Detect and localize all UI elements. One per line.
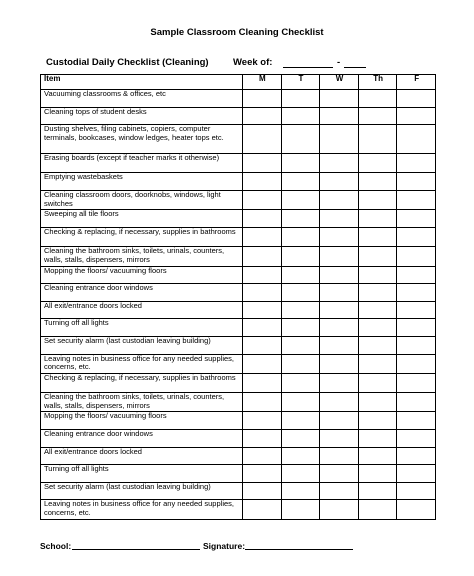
day-check-cell[interactable] — [358, 336, 397, 354]
item-cell: Erasing boards (except if teacher marks it otherwise) — [41, 154, 243, 173]
day-check-cell[interactable] — [281, 354, 320, 373]
day-check-cell[interactable] — [281, 500, 320, 519]
day-check-cell[interactable] — [243, 500, 282, 519]
day-check-cell[interactable] — [358, 191, 397, 210]
day-check-cell[interactable] — [281, 482, 320, 500]
day-check-cell[interactable] — [243, 301, 282, 319]
week-start-field[interactable] — [283, 67, 333, 68]
day-check-cell[interactable] — [320, 227, 359, 246]
day-check-cell[interactable] — [397, 500, 436, 519]
item-cell: Cleaning the bathroom sinks, toilets, urinals, counters, walls, stalls, dispensers, mirrors — [41, 247, 243, 266]
day-check-cell[interactable] — [397, 154, 436, 173]
table-header-row — [41, 75, 436, 90]
day-check-cell[interactable] — [320, 430, 359, 448]
day-check-cell[interactable] — [281, 266, 320, 284]
day-check-cell[interactable] — [243, 227, 282, 246]
table-row — [41, 191, 436, 210]
day-check-cell[interactable] — [397, 393, 436, 412]
table-row — [41, 336, 436, 354]
day-check-cell[interactable] — [320, 210, 359, 228]
day-check-cell[interactable] — [358, 90, 397, 108]
day-check-cell[interactable] — [243, 191, 282, 210]
table-row — [41, 210, 436, 228]
table-row — [41, 247, 436, 266]
day-check-cell[interactable] — [320, 393, 359, 412]
day-check-cell[interactable] — [320, 319, 359, 337]
day-check-cell[interactable] — [320, 191, 359, 210]
day-check-cell[interactable] — [243, 336, 282, 354]
day-check-cell[interactable] — [243, 393, 282, 412]
item-cell: Turning off all lights — [41, 465, 243, 483]
day-check-cell[interactable] — [281, 173, 320, 191]
item-cell: Vacuuming classrooms & offices, etc — [41, 90, 243, 108]
table-row — [41, 354, 436, 373]
day-check-cell[interactable] — [320, 247, 359, 266]
day-check-cell[interactable] — [243, 447, 282, 465]
day-check-cell[interactable] — [320, 173, 359, 191]
day-check-cell[interactable] — [320, 412, 359, 430]
day-check-cell[interactable] — [358, 430, 397, 448]
day-check-cell[interactable] — [281, 393, 320, 412]
table-row — [41, 393, 436, 412]
day-column-header: F — [397, 75, 436, 90]
day-check-cell[interactable] — [397, 191, 436, 210]
day-check-cell[interactable] — [358, 266, 397, 284]
day-check-cell[interactable] — [281, 430, 320, 448]
item-cell: Cleaning classroom doors, doorknobs, windows, light switches — [41, 191, 243, 210]
day-check-cell[interactable] — [358, 173, 397, 191]
item-cell: Mopping the floors/ vacuuming floors — [41, 266, 243, 284]
school-field[interactable] — [72, 549, 200, 550]
day-check-cell[interactable] — [397, 90, 436, 108]
day-check-cell[interactable] — [397, 354, 436, 373]
day-column-header: T — [281, 75, 320, 90]
signature-field[interactable] — [245, 549, 353, 550]
item-cell: Cleaning tops of student desks — [41, 107, 243, 125]
item-cell: Checking & replacing, if necessary, supplies in bathrooms — [41, 227, 243, 246]
table-row — [41, 500, 436, 519]
item-cell: All exit/entrance doors locked — [41, 447, 243, 465]
day-check-cell[interactable] — [243, 125, 282, 154]
day-check-cell[interactable] — [397, 210, 436, 228]
day-check-cell[interactable] — [397, 284, 436, 302]
item-cell: Sweeping all tile floors — [41, 210, 243, 228]
table-row — [41, 125, 436, 154]
day-check-cell[interactable] — [397, 412, 436, 430]
day-check-cell[interactable] — [281, 412, 320, 430]
day-check-cell[interactable] — [358, 227, 397, 246]
checklist-table — [40, 74, 436, 520]
day-check-cell[interactable] — [320, 447, 359, 465]
school-label: School: — [40, 541, 72, 551]
day-check-cell[interactable] — [320, 482, 359, 500]
day-check-cell[interactable] — [320, 500, 359, 519]
item-cell: Leaving notes in business office for any needed supplies, concerns, etc. — [41, 354, 243, 373]
day-check-cell[interactable] — [397, 336, 436, 354]
day-check-cell[interactable] — [358, 373, 397, 392]
day-check-cell[interactable] — [358, 319, 397, 337]
day-check-cell[interactable] — [320, 373, 359, 392]
day-check-cell[interactable] — [397, 430, 436, 448]
day-check-cell[interactable] — [281, 301, 320, 319]
day-check-cell[interactable] — [281, 373, 320, 392]
day-check-cell[interactable] — [397, 125, 436, 154]
day-check-cell[interactable] — [281, 284, 320, 302]
day-check-cell[interactable] — [320, 266, 359, 284]
day-check-cell[interactable] — [397, 319, 436, 337]
table-row — [41, 301, 436, 319]
day-check-cell[interactable] — [281, 247, 320, 266]
day-check-cell[interactable] — [320, 465, 359, 483]
table-row — [41, 284, 436, 302]
day-check-cell[interactable] — [243, 482, 282, 500]
table-row — [41, 482, 436, 500]
day-check-cell[interactable] — [397, 247, 436, 266]
item-cell: Cleaning the bathroom sinks, toilets, urinals, counters, walls, stalls, dispensers, mirrors — [41, 393, 243, 412]
day-column-header: M — [243, 75, 282, 90]
table-row — [41, 173, 436, 191]
day-check-cell[interactable] — [397, 266, 436, 284]
day-check-cell[interactable] — [397, 227, 436, 246]
day-check-cell[interactable] — [320, 90, 359, 108]
day-check-cell[interactable] — [243, 154, 282, 173]
day-column-header: Th — [358, 75, 397, 90]
day-check-cell[interactable] — [243, 284, 282, 302]
day-check-cell[interactable] — [281, 465, 320, 483]
table-row — [41, 373, 436, 392]
item-cell: Cleaning entrance door windows — [41, 284, 243, 302]
item-cell: Dusting shelves, filing cabinets, copiers, computer terminals, bookcases, window ledges, heater tops etc. — [41, 125, 243, 154]
day-check-cell[interactable] — [358, 412, 397, 430]
item-column-header: Item — [41, 75, 243, 90]
day-check-cell[interactable] — [358, 125, 397, 154]
item-cell: Turning off all lights — [41, 319, 243, 337]
day-check-cell[interactable] — [320, 125, 359, 154]
day-check-cell[interactable] — [320, 284, 359, 302]
day-check-cell[interactable] — [358, 500, 397, 519]
week-separator: - — [337, 57, 341, 68]
week-end-field[interactable] — [344, 67, 366, 68]
table-row — [41, 412, 436, 430]
day-check-cell[interactable] — [281, 125, 320, 154]
day-check-cell[interactable] — [358, 393, 397, 412]
day-check-cell[interactable] — [243, 412, 282, 430]
day-check-cell[interactable] — [320, 354, 359, 373]
day-check-cell[interactable] — [358, 354, 397, 373]
day-check-cell[interactable] — [281, 447, 320, 465]
day-check-cell[interactable] — [281, 191, 320, 210]
day-check-cell[interactable] — [358, 107, 397, 125]
day-check-cell[interactable] — [397, 107, 436, 125]
day-check-cell[interactable] — [397, 301, 436, 319]
day-check-cell[interactable] — [243, 173, 282, 191]
item-cell: Cleaning entrance door windows — [41, 430, 243, 448]
day-check-cell[interactable] — [320, 301, 359, 319]
day-check-cell[interactable] — [243, 266, 282, 284]
item-cell: Set security alarm (last custodian leaving building) — [41, 482, 243, 500]
day-check-cell[interactable] — [358, 247, 397, 266]
table-row — [41, 154, 436, 173]
day-check-cell[interactable] — [243, 107, 282, 125]
day-check-cell[interactable] — [320, 336, 359, 354]
day-check-cell[interactable] — [243, 465, 282, 483]
table-row — [41, 447, 436, 465]
day-check-cell[interactable] — [243, 373, 282, 392]
table-row — [41, 319, 436, 337]
item-cell: Emptying wastebaskets — [41, 173, 243, 191]
day-check-cell[interactable] — [397, 465, 436, 483]
day-check-cell[interactable] — [358, 301, 397, 319]
day-check-cell[interactable] — [281, 210, 320, 228]
day-check-cell[interactable] — [243, 90, 282, 108]
item-cell: Mopping the floors/ vacuuming floors — [41, 412, 243, 430]
checklist-subtitle: Custodial Daily Checklist (Cleaning) — [46, 57, 209, 68]
day-check-cell[interactable] — [397, 482, 436, 500]
day-check-cell[interactable] — [358, 482, 397, 500]
table-row — [41, 266, 436, 284]
item-cell: Checking & replacing, if necessary, supplies in bathrooms — [41, 373, 243, 392]
day-check-cell[interactable] — [397, 447, 436, 465]
week-of-label: Week of: — [233, 57, 273, 68]
day-check-cell[interactable] — [243, 430, 282, 448]
item-cell: All exit/entrance doors locked — [41, 301, 243, 319]
item-cell: Set security alarm (last custodian leaving building) — [41, 336, 243, 354]
day-check-cell[interactable] — [397, 373, 436, 392]
day-check-cell[interactable] — [243, 319, 282, 337]
table-row — [41, 90, 436, 108]
day-check-cell[interactable] — [358, 447, 397, 465]
day-check-cell[interactable] — [281, 227, 320, 246]
table-row — [41, 107, 436, 125]
day-check-cell[interactable] — [243, 210, 282, 228]
day-check-cell[interactable] — [358, 284, 397, 302]
day-column-header: W — [320, 75, 359, 90]
day-check-cell[interactable] — [281, 90, 320, 108]
day-check-cell[interactable] — [397, 173, 436, 191]
signature-label: Signature: — [203, 541, 246, 551]
document-title: Sample Classroom Cleaning Checklist — [150, 27, 324, 38]
day-check-cell[interactable] — [281, 336, 320, 354]
day-check-cell[interactable] — [281, 154, 320, 173]
day-check-cell[interactable] — [358, 154, 397, 173]
day-check-cell[interactable] — [281, 107, 320, 125]
day-check-cell[interactable] — [281, 319, 320, 337]
day-check-cell[interactable] — [358, 465, 397, 483]
day-check-cell[interactable] — [320, 107, 359, 125]
day-check-cell[interactable] — [243, 354, 282, 373]
day-check-cell[interactable] — [243, 247, 282, 266]
table-row — [41, 430, 436, 448]
item-cell: Leaving notes in business office for any needed supplies, concerns, etc. — [41, 500, 243, 519]
day-check-cell[interactable] — [320, 154, 359, 173]
table-row — [41, 465, 436, 483]
table-row — [41, 227, 436, 246]
day-check-cell[interactable] — [358, 210, 397, 228]
